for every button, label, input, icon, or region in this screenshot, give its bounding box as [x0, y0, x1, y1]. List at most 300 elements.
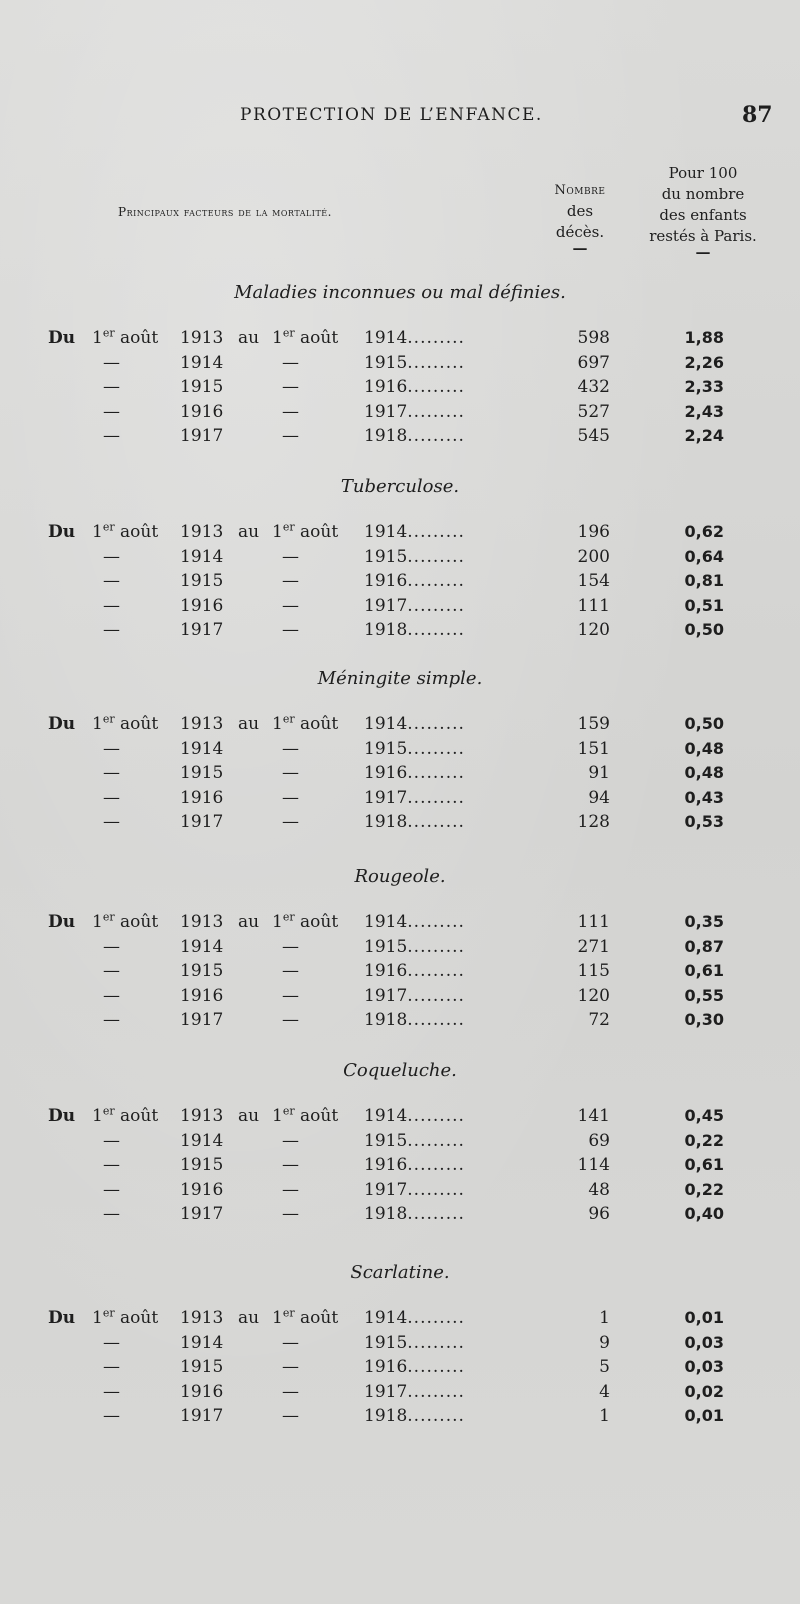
percentage-value: 2,26 [684, 352, 724, 372]
ordinal: 1 [272, 328, 283, 348]
year-from: 1913 [180, 522, 224, 542]
ditto-mark: — [103, 738, 120, 759]
percentage-value: 2,33 [684, 377, 724, 396]
year-from: 1916 [180, 1381, 224, 1402]
leader-dots: ......... [407, 787, 465, 808]
year-from: 1913 [180, 1308, 224, 1328]
leader-dots: ......... [407, 961, 465, 981]
ordinal-suffix: er [102, 520, 115, 534]
leader-dots: ......... [407, 738, 465, 759]
month: août [300, 1106, 339, 1126]
deces-count: 196 [577, 522, 610, 542]
year-to-value: 1917 [364, 985, 408, 1006]
year-from: 1913 [180, 328, 224, 348]
ditto-mark: — [103, 620, 120, 640]
date-from [92, 1308, 158, 1328]
percentage-value: 0,22 [684, 1179, 724, 1199]
year-to [364, 961, 465, 981]
leader-dots: ......... [407, 912, 465, 932]
year-to-value: 1915 [364, 546, 408, 567]
deces-count: 1 [599, 1406, 610, 1426]
year-from: 1917 [180, 1010, 224, 1030]
deces-count: 697 [577, 352, 610, 373]
section-title: Coqueluche. [343, 1060, 457, 1081]
year-to [364, 812, 465, 832]
column-header-rule: — [572, 239, 588, 257]
percentage-value: 0,61 [684, 961, 724, 980]
year-to [364, 328, 465, 348]
leader-dots: ......... [407, 812, 465, 832]
table-row [0, 1204, 800, 1229]
percentage-value: 0,45 [684, 1106, 724, 1125]
ordinal-suffix: er [282, 1104, 295, 1118]
ordinal-suffix: er [102, 910, 115, 924]
year-to-value: 1916 [364, 763, 408, 783]
year-from: 1916 [180, 787, 224, 808]
percentage-value: 0,53 [684, 812, 724, 831]
connector-au: au [238, 328, 260, 348]
deces-count: 115 [577, 961, 610, 981]
year-to-value: 1917 [364, 787, 408, 808]
leader-dots: ......... [407, 571, 465, 591]
percentage-value: 0,48 [684, 738, 724, 758]
table-row [0, 812, 800, 837]
running-title: PROTECTION DE L’ENFANCE. [240, 105, 543, 125]
year-to [364, 763, 465, 783]
leader-dots: ......... [407, 1308, 465, 1328]
year-to-value: 1914 [364, 328, 408, 348]
percentage-value: 0,40 [684, 1204, 724, 1223]
column-header-factors: Principaux facteurs de la mortalité. [118, 205, 332, 219]
ditto-mark: — [103, 1204, 120, 1224]
date-from [92, 1106, 158, 1126]
table-row [0, 522, 800, 547]
ordinal-suffix: er [102, 712, 115, 726]
ordinal: 1 [92, 714, 103, 734]
year-from: 1914 [180, 936, 224, 957]
year-to [364, 986, 465, 1006]
month: août [300, 714, 339, 734]
column-header-percentage-line: restés à Paris. [649, 227, 757, 245]
year-to [364, 1131, 465, 1151]
table-row [0, 1406, 800, 1431]
year-to [364, 739, 465, 759]
percentage-value: 0,81 [684, 571, 724, 590]
table-row [0, 1333, 800, 1358]
deces-count: 141 [577, 1106, 610, 1126]
ditto-mark: — [282, 1406, 299, 1426]
table-row [0, 1131, 800, 1156]
leader-dots: ......... [407, 1332, 465, 1353]
ditto-mark: — [103, 1130, 120, 1151]
ditto-mark: — [282, 961, 299, 981]
ordinal-suffix: er [282, 520, 295, 534]
ditto-mark: — [103, 1179, 120, 1200]
year-to-value: 1915 [364, 738, 408, 759]
date-to [272, 912, 338, 932]
date-from [92, 714, 158, 734]
year-from: 1917 [180, 620, 224, 640]
column-header-percentage-line: du nombre [661, 185, 745, 203]
year-from: 1917 [180, 426, 224, 446]
year-from: 1916 [180, 401, 224, 422]
year-to [364, 1010, 465, 1030]
column-header-deces-line: des [566, 202, 594, 220]
month: août [300, 1308, 339, 1328]
ditto-mark: — [103, 595, 120, 616]
year-from: 1915 [180, 961, 224, 981]
ditto-mark: — [282, 1357, 299, 1377]
percentage-value: 0,22 [684, 1130, 724, 1150]
percentage-value: 0,50 [684, 714, 724, 733]
connector-au: au [238, 522, 260, 542]
ditto-mark: — [282, 763, 299, 783]
percentage-value: 0,02 [684, 1381, 724, 1401]
year-to [364, 714, 465, 734]
year-to [364, 620, 465, 640]
deces-count: 154 [577, 571, 610, 591]
month: août [120, 714, 159, 734]
row-prefix-du: Du [48, 522, 76, 542]
year-to-value: 1917 [364, 595, 408, 616]
ditto-mark: — [103, 787, 120, 808]
year-to-value: 1917 [364, 401, 408, 422]
leader-dots: ......... [407, 1179, 465, 1200]
ditto-mark: — [282, 738, 299, 759]
ditto-mark: — [103, 571, 120, 591]
percentage-value: 0,55 [684, 985, 724, 1005]
month: août [300, 328, 339, 348]
year-to-value: 1916 [364, 571, 408, 591]
ordinal-suffix: er [282, 1306, 295, 1320]
leader-dots: ......... [407, 763, 465, 783]
ditto-mark: — [282, 426, 299, 446]
ordinal-suffix: er [282, 326, 295, 340]
row-prefix-du: Du [48, 912, 76, 932]
column-header-percentage-line: Pour 100 [668, 164, 738, 182]
table-row [0, 1308, 800, 1333]
year-from: 1917 [180, 812, 224, 832]
year-to-value: 1914 [364, 522, 408, 542]
month: août [120, 522, 159, 542]
year-from: 1916 [180, 1179, 224, 1200]
percentage-value: 0,51 [684, 595, 724, 615]
percentage-value: 0,50 [684, 620, 724, 639]
deces-count: 128 [577, 812, 610, 832]
table-row [0, 547, 800, 572]
year-to-value: 1915 [364, 352, 408, 373]
table-row [0, 1180, 800, 1205]
month: août [120, 328, 159, 348]
year-to-value: 1918 [364, 1406, 408, 1426]
year-to-value: 1916 [364, 961, 408, 981]
ditto-mark: — [103, 401, 120, 422]
percentage-value: 0,30 [684, 1010, 724, 1029]
ditto-mark: — [103, 961, 120, 981]
table-row [0, 426, 800, 451]
ditto-mark: — [282, 595, 299, 616]
leader-dots: ......... [407, 328, 465, 348]
year-to [364, 377, 465, 397]
table-row [0, 571, 800, 596]
table-row [0, 937, 800, 962]
year-to [364, 788, 465, 808]
month: août [120, 1308, 159, 1328]
deces-count: 69 [588, 1130, 610, 1151]
section-title: Scarlatine. [350, 1262, 450, 1283]
ditto-mark: — [282, 1204, 299, 1224]
table-row [0, 1382, 800, 1407]
month: août [300, 522, 339, 542]
year-to-value: 1918 [364, 426, 408, 446]
leader-dots: ......... [407, 377, 465, 397]
year-to-value: 1918 [364, 1204, 408, 1224]
table-row [0, 986, 800, 1011]
ditto-mark: — [103, 1406, 120, 1426]
leader-dots: ......... [407, 1204, 465, 1224]
date-to [272, 328, 338, 348]
year-to [364, 353, 465, 373]
leader-dots: ......... [407, 714, 465, 734]
year-to-value: 1914 [364, 714, 408, 734]
deces-count: 9 [599, 1332, 610, 1353]
table-row [0, 353, 800, 378]
ditto-mark: — [282, 1179, 299, 1200]
ditto-mark: — [282, 985, 299, 1006]
ditto-mark: — [103, 352, 120, 373]
year-to-value: 1914 [364, 912, 408, 932]
ordinal: 1 [272, 714, 283, 734]
deces-count: 200 [577, 546, 610, 567]
year-to-value: 1918 [364, 812, 408, 832]
table-row [0, 596, 800, 621]
year-to-value: 1915 [364, 936, 408, 957]
ditto-mark: — [282, 401, 299, 422]
year-to [364, 426, 465, 446]
deces-count: 120 [577, 985, 610, 1006]
leader-dots: ......... [407, 1381, 465, 1402]
percentage-value: 0,62 [684, 522, 724, 541]
year-to [364, 1406, 465, 1426]
row-prefix-du: Du [48, 328, 76, 348]
deces-count: 94 [588, 787, 610, 808]
ditto-mark: — [103, 1332, 120, 1353]
date-to [272, 714, 338, 734]
date-to [272, 522, 338, 542]
year-to [364, 596, 465, 616]
ditto-mark: — [103, 546, 120, 567]
percentage-value: 0,01 [684, 1406, 724, 1425]
ditto-mark: — [103, 1010, 120, 1030]
year-from: 1916 [180, 595, 224, 616]
leader-dots: ......... [407, 936, 465, 957]
ditto-mark: — [282, 812, 299, 832]
deces-count: 151 [577, 738, 610, 759]
table-row [0, 714, 800, 739]
deces-count: 1 [599, 1308, 610, 1328]
percentage-value: 2,24 [684, 426, 724, 445]
deces-count: 111 [577, 595, 610, 616]
deces-count: 5 [599, 1357, 610, 1377]
ditto-mark: — [103, 936, 120, 957]
year-to-value: 1914 [364, 1308, 408, 1328]
deces-count: 159 [577, 714, 610, 734]
ditto-mark: — [282, 1130, 299, 1151]
year-to-value: 1918 [364, 1010, 408, 1030]
section-title: Tuberculose. [340, 476, 460, 497]
ditto-mark: — [282, 1155, 299, 1175]
year-to [364, 1180, 465, 1200]
ordinal: 1 [272, 522, 283, 542]
leader-dots: ......... [407, 1130, 465, 1151]
percentage-value: 0,64 [684, 546, 724, 566]
ditto-mark: — [103, 1381, 120, 1402]
percentage-value: 0,61 [684, 1155, 724, 1174]
year-from: 1915 [180, 763, 224, 783]
ordinal: 1 [272, 1106, 283, 1126]
year-from: 1917 [180, 1204, 224, 1224]
year-to-value: 1917 [364, 1179, 408, 1200]
deces-count: 91 [588, 763, 610, 783]
ordinal: 1 [272, 912, 283, 932]
column-header-rule: — [695, 243, 711, 261]
year-from: 1916 [180, 985, 224, 1006]
year-to [364, 912, 465, 932]
percentage-value: 0,43 [684, 787, 724, 807]
ditto-mark: — [103, 1155, 120, 1175]
ordinal-suffix: er [102, 1104, 115, 1118]
leader-dots: ......... [407, 595, 465, 616]
year-to [364, 1357, 465, 1377]
ditto-mark: — [103, 426, 120, 446]
date-to [272, 1106, 338, 1126]
ditto-mark: — [282, 1332, 299, 1353]
year-to [364, 1333, 465, 1353]
year-from: 1915 [180, 1155, 224, 1175]
connector-au: au [238, 1308, 260, 1328]
deces-count: 111 [577, 912, 610, 932]
year-to [364, 1308, 465, 1328]
date-from [92, 912, 158, 932]
ordinal: 1 [92, 522, 103, 542]
year-to-value: 1915 [364, 1130, 408, 1151]
month: août [300, 912, 339, 932]
column-header-percentage-line: des enfants [659, 206, 747, 224]
table-row [0, 961, 800, 986]
year-to [364, 1155, 465, 1175]
date-to [272, 1308, 338, 1328]
leader-dots: ......... [407, 1406, 465, 1426]
table-row [0, 328, 800, 353]
ditto-mark: — [282, 1381, 299, 1402]
year-to [364, 571, 465, 591]
leader-dots: ......... [407, 546, 465, 567]
year-from: 1915 [180, 571, 224, 591]
ordinal-suffix: er [102, 326, 115, 340]
leader-dots: ......... [407, 1155, 465, 1175]
year-from: 1914 [180, 352, 224, 373]
deces-count: 72 [588, 1010, 610, 1030]
percentage-value: 2,43 [684, 401, 724, 421]
year-from: 1914 [180, 1130, 224, 1151]
year-to-value: 1917 [364, 1381, 408, 1402]
date-from [92, 328, 158, 348]
ordinal-suffix: er [282, 910, 295, 924]
ordinal-suffix: er [282, 712, 295, 726]
ditto-mark: — [103, 377, 120, 397]
deces-count: 598 [577, 328, 610, 348]
percentage-value: 0,87 [684, 936, 724, 956]
year-from: 1914 [180, 1332, 224, 1353]
deces-count: 96 [588, 1204, 610, 1224]
month: août [120, 1106, 159, 1126]
ditto-mark: — [282, 787, 299, 808]
year-to [364, 937, 465, 957]
ditto-mark: — [103, 1357, 120, 1377]
ditto-mark: — [282, 377, 299, 397]
ditto-mark: — [282, 620, 299, 640]
deces-count: 114 [577, 1155, 610, 1175]
ditto-mark: — [103, 763, 120, 783]
leader-dots: ......... [407, 352, 465, 373]
deces-count: 527 [577, 401, 610, 422]
table-row [0, 912, 800, 937]
table-row [0, 1010, 800, 1035]
ordinal: 1 [92, 328, 103, 348]
year-from: 1913 [180, 1106, 224, 1126]
connector-au: au [238, 714, 260, 734]
ditto-mark: — [103, 985, 120, 1006]
month: août [120, 912, 159, 932]
percentage-value: 0,03 [684, 1357, 724, 1376]
year-to [364, 1106, 465, 1126]
ditto-mark: — [282, 546, 299, 567]
leader-dots: ......... [407, 522, 465, 542]
table-row [0, 402, 800, 427]
deces-count: 545 [577, 426, 610, 446]
percentage-value: 0,03 [684, 1332, 724, 1352]
table-row [0, 1357, 800, 1382]
ordinal: 1 [92, 1106, 103, 1126]
deces-count: 120 [577, 620, 610, 640]
leader-dots: ......... [407, 1010, 465, 1030]
ditto-mark: — [282, 352, 299, 373]
ditto-mark: — [282, 571, 299, 591]
percentage-value: 0,35 [684, 912, 724, 931]
table-row [0, 377, 800, 402]
year-to [364, 402, 465, 422]
year-to [364, 1204, 465, 1224]
year-from: 1914 [180, 546, 224, 567]
deces-count: 4 [599, 1381, 610, 1402]
row-prefix-du: Du [48, 714, 76, 734]
percentage-value: 0,01 [684, 1308, 724, 1327]
year-to [364, 1382, 465, 1402]
year-to-value: 1918 [364, 620, 408, 640]
section-title: Méningite simple. [317, 668, 483, 689]
leader-dots: ......... [407, 620, 465, 640]
ordinal-suffix: er [102, 1306, 115, 1320]
column-header-deces-line: Nombre [554, 183, 606, 198]
year-from: 1913 [180, 714, 224, 734]
column-header-percentage [633, 163, 773, 261]
section-title: Maladies inconnues ou mal définies. [234, 282, 566, 303]
connector-au: au [238, 1106, 260, 1126]
year-from: 1915 [180, 1357, 224, 1377]
year-to-value: 1916 [364, 1155, 408, 1175]
table-row [0, 620, 800, 645]
year-to-value: 1914 [364, 1106, 408, 1126]
